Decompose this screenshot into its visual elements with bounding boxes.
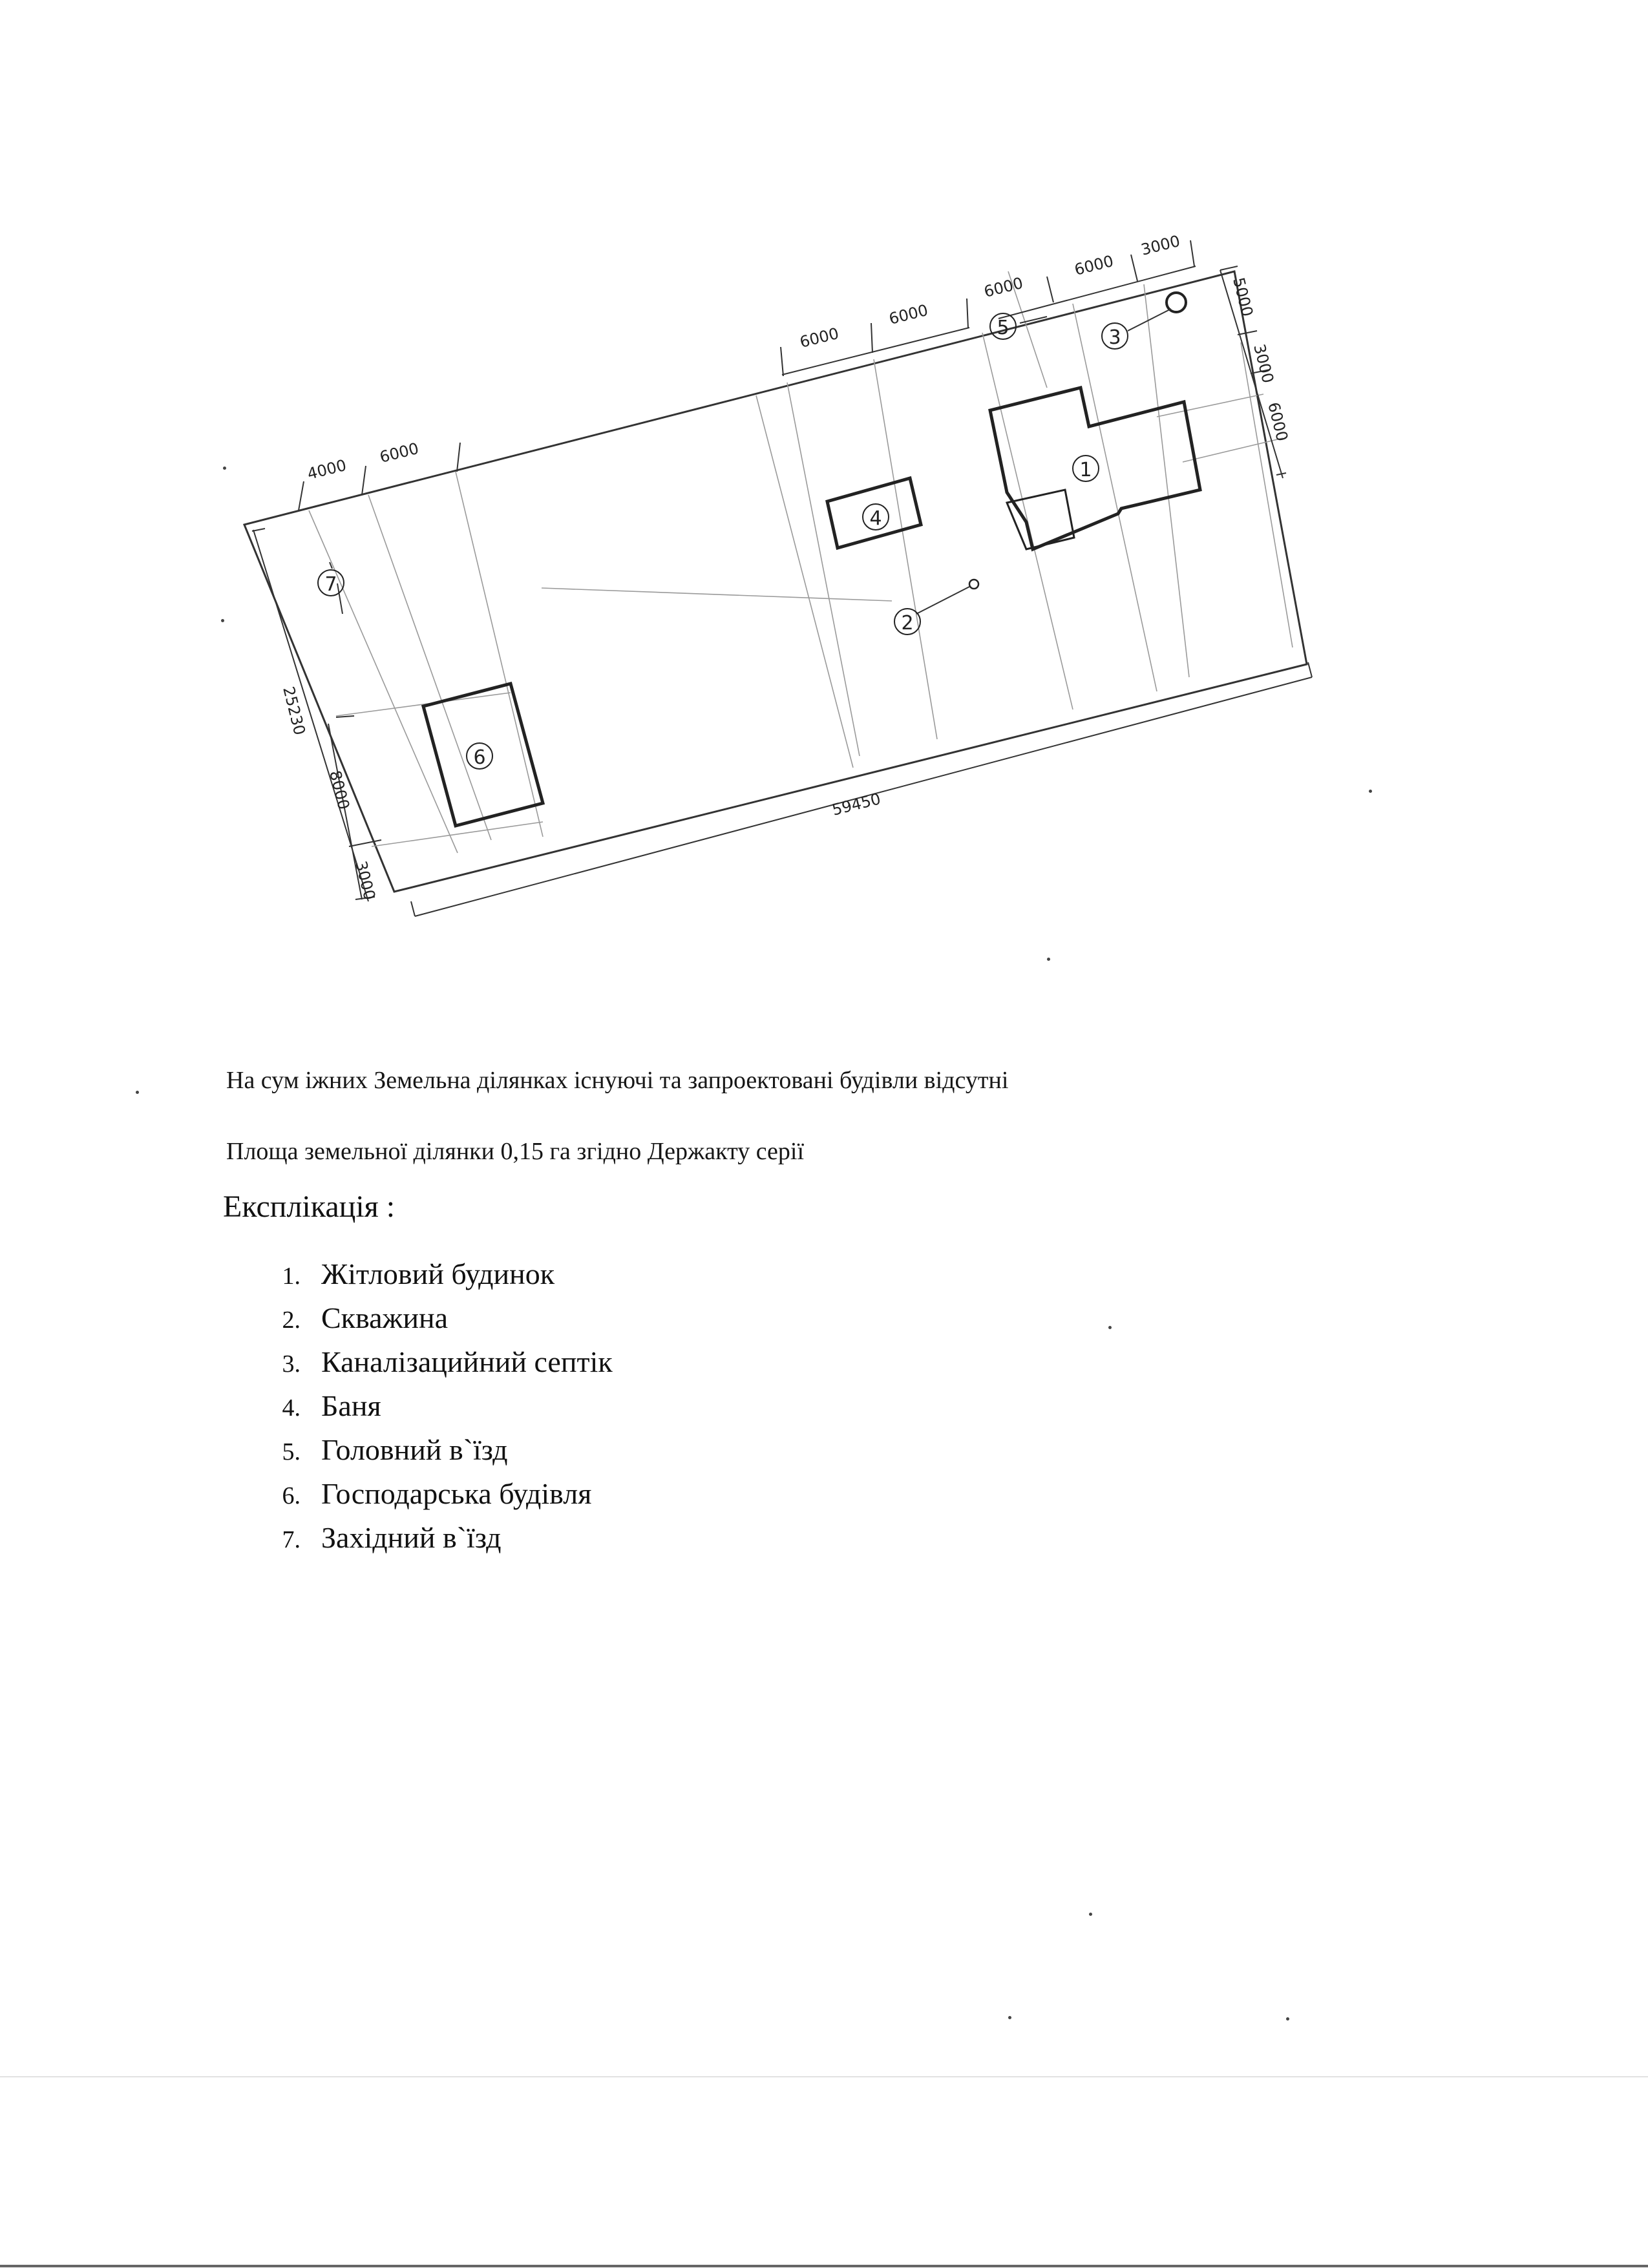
- marker-1-label: 1: [1079, 459, 1092, 481]
- list-item: [246, 1389, 613, 1433]
- marker-4-label: 4: [869, 507, 882, 530]
- dim-top-left-6000: 6000: [377, 439, 421, 467]
- marker-5: [990, 313, 1016, 339]
- list-item-label: Каналізацийний септік: [321, 1345, 613, 1378]
- scan-bottom-edge: [0, 2265, 1648, 2267]
- list-item-label: Жітловий будинок: [321, 1257, 555, 1290]
- note-area: Площа земельної ділянки 0,15 га згідно Держакту серії: [226, 1138, 805, 1165]
- list-item-number: 7.: [282, 1526, 301, 1553]
- marker-4: [863, 504, 889, 530]
- marker-1: [1073, 456, 1099, 481]
- dim-bottom-59450: 59450: [830, 790, 883, 819]
- scan-speck: [1369, 790, 1372, 793]
- scan-edge-line: [0, 2076, 1648, 2077]
- marker-2-label: 2: [901, 612, 914, 635]
- marker-3: [1102, 323, 1128, 349]
- marker-6-label: 6: [473, 746, 486, 769]
- list-item: [246, 1433, 613, 1476]
- scan-speck: [1286, 2017, 1289, 2021]
- construction-lines: [309, 271, 1293, 853]
- scan-speck: [223, 467, 226, 470]
- dim-top-mid-6000a: 6000: [798, 324, 841, 352]
- list-item: [246, 1345, 613, 1389]
- marker-3-label: 3: [1108, 326, 1121, 349]
- list-item: [246, 1520, 613, 1564]
- dim-left-25230: 25230: [279, 684, 309, 737]
- dimension-lines: [252, 240, 1312, 916]
- dim-top-mid-6000b: 6000: [887, 300, 930, 328]
- dim-right-3000: 3000: [1250, 342, 1278, 385]
- scan-speck: [1108, 1326, 1112, 1329]
- list-item: [246, 1476, 613, 1520]
- dim-left-3000: 3000: [352, 859, 379, 902]
- scan-speck: [1047, 958, 1050, 961]
- list-item-label: Головний в`їзд: [321, 1433, 508, 1466]
- well-symbol: [969, 580, 978, 589]
- explication-list: [246, 1257, 613, 1564]
- plot-boundary: [244, 271, 1307, 892]
- list-item-number: 3.: [282, 1350, 301, 1378]
- dim-top-right-6000b: 6000: [1072, 251, 1115, 279]
- list-item-number: 5.: [282, 1438, 301, 1465]
- marker-2: [894, 609, 920, 635]
- leader-lines: [330, 309, 1171, 614]
- dim-left-8000: 8000: [326, 768, 354, 812]
- list-item: [246, 1301, 613, 1345]
- dim-right-5000: 5000: [1229, 275, 1257, 319]
- list-item-number: 6.: [282, 1482, 301, 1509]
- list-item-number: 1.: [282, 1263, 301, 1290]
- scan-speck: [221, 619, 224, 622]
- scan-speck: [1008, 2016, 1011, 2019]
- note-neighbors: На сум іжних Земельна ділянках існуючі та запроектовані будівли відсутні: [226, 1067, 1009, 1094]
- scan-speck: [136, 1091, 139, 1094]
- house-annex: [1007, 490, 1074, 549]
- dim-right-6000: 6000: [1264, 400, 1292, 443]
- list-item-label: Скважина: [321, 1301, 448, 1334]
- list-item-label: Господарська будівля: [321, 1477, 592, 1510]
- marker-7-label: 7: [324, 573, 337, 596]
- dim-top-right-3000: 3000: [1139, 231, 1182, 259]
- list-item: [246, 1257, 613, 1301]
- list-item-label: Баня: [321, 1389, 381, 1422]
- marker-6: [467, 743, 492, 769]
- explication-title: Експлікація :: [223, 1190, 396, 1224]
- list-item-number: 4.: [282, 1394, 301, 1422]
- dim-top-right-6000: 6000: [982, 273, 1025, 301]
- dim-top-left-4000: 4000: [305, 456, 348, 483]
- list-item-label: Західний в`їзд: [321, 1521, 502, 1554]
- building-1-house: [990, 388, 1200, 549]
- list-item-number: 2.: [282, 1307, 301, 1334]
- scan-speck: [1089, 1913, 1092, 1916]
- site-plan-drawing: [0, 0, 1648, 1002]
- marker-5-label: 5: [997, 317, 1009, 339]
